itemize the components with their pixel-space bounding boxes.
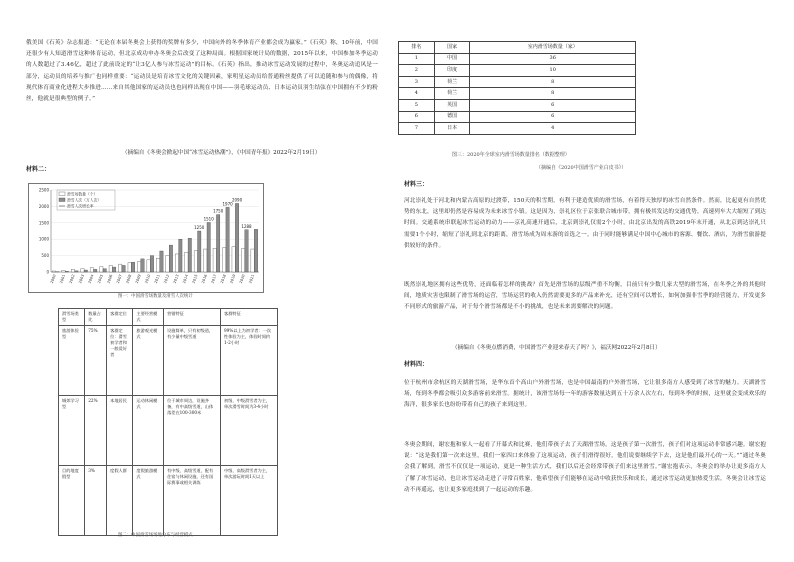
ranking-table-header-cell: 排名: [399, 42, 435, 54]
data-label: 1250: [194, 225, 205, 230]
bar-resorts: [62, 270, 65, 272]
resort-table-cell: 初级、中级滑雪者为主，单次滑雪时间为3-4小时: [221, 396, 278, 466]
x-tick-label: 2002: [68, 273, 76, 284]
data-label: 1510: [203, 216, 214, 222]
x-tick-label: 2020: [238, 273, 246, 284]
bar-visits: [198, 231, 201, 272]
legend-swatch: [59, 198, 65, 202]
table2-caption: 图二：中国滑雪场场地分布与经营模式: [118, 533, 193, 538]
ranking-table-cell: 英国: [434, 99, 470, 111]
x-tick-label: 2007: [115, 273, 123, 284]
ranking-table-row: [399, 99, 636, 111]
bar-resorts: [175, 254, 178, 272]
ranking-table-cell: 6: [470, 99, 636, 111]
bar-resorts: [52, 271, 55, 272]
x-tick-label: 2003: [78, 273, 86, 284]
resort-table-header-cell: 客群特征: [221, 309, 278, 326]
resort-table-cell: 旅游体验型: [59, 326, 85, 396]
ranking-table-cell: 荷兰: [434, 76, 470, 88]
source-note-1: （摘编自《冬奥会掀起中国“冰雪运动热潮”》，《中国青年报》2022年2月19日）: [122, 150, 321, 156]
resort-type-table: [58, 308, 278, 536]
material4-heading: 材料四：: [404, 361, 429, 368]
x-tick-label: 2010: [144, 273, 152, 284]
bar-resorts: [156, 258, 159, 272]
resort-table-cell: 旅游观光模式: [133, 326, 164, 396]
bar-visits: [141, 259, 144, 272]
resort-table-cell: 度假人群: [107, 466, 133, 536]
data-label: 1288: [241, 223, 252, 229]
ranking-table-header-cell: 国家: [434, 42, 470, 54]
bar-visits: [169, 245, 172, 272]
ranking-table-row: [399, 65, 636, 77]
ranking-table-cell: 荷兰: [434, 88, 470, 100]
legend-label: 滑雪场数量（个）: [67, 191, 98, 197]
resort-table-cell: 城郊学习型: [59, 396, 85, 466]
bar-resorts: [90, 268, 93, 272]
ranking-table-row: [399, 88, 636, 100]
bar-visits: [226, 207, 229, 272]
bar-visits: [112, 267, 115, 272]
resort-table-cell: 客群定位：滑雪初学者和一般爱好者: [107, 326, 133, 396]
x-tick-label: 2012: [163, 273, 171, 284]
bar-resorts: [81, 269, 84, 272]
ranking-table-row: [399, 53, 636, 65]
resort-table-cell: 有中级、高级雪道，配有住宿与休闲设施，还有国际赛事或相关训练: [164, 466, 221, 536]
y-tick-label: 2500: [38, 187, 49, 193]
ranking-table-cell: 8: [470, 88, 636, 100]
material1-paragraph: 俄美国《石英》杂志报道：“无论在本届冬奥会上获得的奖牌有多少，中国向外的冬季体育产业都会成为赢家。”《石英》称，10年前，中国还很少有人知道滑雪这种体育运动，但北京成功申办冬奥会后改变了这种局面。根据国家统计局的数据，2015年以来，中国参加冬季运动的人数超过了3.46亿，超过了此前设定的“让3亿人参与冰雪运动”的目标。《石英》指出，推动冰雪运动发展的过程中，冬奥运动追风是一部分，运动员的培养与推广也同样重要：“运动员是培育冰雪文化的关键因素，家明星运动员给普通粉丝提供了可以追随和参与的偶像，将现代体育商业化进程大步推进……来自其他国家的运动员也也同样出现在中国——羽毛球运动员、日本运动员羽生结弦在中国拥有不少的粉丝，他就是很典型的例子。”: [26, 40, 378, 103]
bar-resorts: [213, 248, 216, 272]
ranking-table-cell: 7: [399, 123, 435, 135]
resort-table-row: [59, 396, 278, 466]
bar-resorts: [71, 269, 74, 272]
x-tick-label: 2014: [182, 273, 190, 284]
bar-resorts: [166, 256, 169, 272]
x-tick-label: 2016: [201, 273, 208, 284]
y-tick-label: 500: [41, 253, 49, 259]
ranking-table-cell: 2: [399, 65, 435, 77]
ranking-table-row: [399, 76, 636, 88]
x-tick-label: 2013: [172, 273, 180, 284]
bar-resorts: [128, 263, 131, 272]
x-tick-label: 2006: [106, 273, 114, 284]
ranking-table-cell: 印度: [434, 65, 470, 77]
indoor-ski-ranking-table: [398, 41, 636, 135]
x-tick-label: 2017: [210, 273, 218, 284]
source-note-3: （摘编自《冬奥点燃消费，中国滑雪产业迎来春天了吗？》，福沃网2022年2月8日）: [452, 345, 661, 351]
x-tick-label: 2015: [191, 273, 199, 284]
bar-resorts: [232, 247, 235, 272]
resort-table-cell: 度假旅游模式: [133, 466, 164, 536]
resort-table-header-cell: 数量占比: [85, 309, 107, 326]
ranking-table-cell: 36: [470, 53, 636, 65]
bar-visits: [179, 239, 182, 272]
resort-table-cell: 运动休闲模式: [133, 396, 164, 466]
bar-resorts: [100, 267, 103, 272]
legend-label: 滑雪人次（万人次）: [67, 197, 102, 203]
bar-resorts: [147, 260, 150, 272]
ranking-table-row: [399, 111, 636, 123]
bar-visits: [94, 269, 97, 272]
table3-source: （摘编自《2020中国滑雪产业白皮书》）: [536, 165, 627, 171]
x-tick-label: 2004: [87, 273, 95, 284]
resort-table-cell: 目的地度假型: [59, 466, 85, 536]
ranking-table-row: [399, 123, 636, 135]
bar-resorts: [137, 262, 140, 272]
bar-resorts: [194, 251, 197, 272]
resort-table-cell: 99%以上为初学者：一次性体验为主，体验时间约1-2小时: [221, 326, 278, 396]
ski-chart-svg: [29, 184, 265, 294]
ranking-table-header-cell: 室内滑雪场数量（家）: [470, 42, 636, 54]
x-tick-label: 2019: [229, 273, 237, 284]
resort-table-header-cell: 滑雪场类型: [59, 309, 85, 326]
bar-visits: [150, 256, 153, 272]
resort-table-cell: 本地居民: [107, 396, 133, 466]
x-tick-label: 2001: [59, 273, 67, 284]
bar-visits: [235, 203, 238, 272]
x-tick-label: 2021: [248, 273, 256, 284]
resort-table-cell: 75%: [85, 326, 107, 396]
x-tick-label: 2009: [134, 273, 142, 284]
y-tick-label: 2000: [38, 203, 49, 209]
bar-visits: [75, 271, 78, 272]
ranking-table-cell: 8: [470, 76, 636, 88]
legend-swatch: [59, 192, 65, 196]
y-tick-label: 1000: [38, 236, 49, 242]
ranking-table-cell: 4: [399, 88, 435, 100]
data-label: 1970: [222, 201, 233, 207]
resort-table-header-cell: 营销特征: [164, 309, 221, 326]
resort-table-cell: 中级、高级滑雪者为主，单次游玩时间1天以上: [221, 466, 278, 536]
resort-table-row: [59, 466, 278, 536]
ranking-table-cell: 6: [399, 111, 435, 123]
material2-heading: 材料二：: [26, 166, 51, 173]
resort-table-header-cell: 客群定位: [107, 309, 133, 326]
legend-label: 滑雪人次增长率: [67, 203, 94, 209]
x-tick-label: 2000: [49, 273, 57, 284]
resort-table-cell: 22%: [85, 396, 107, 466]
resort-table-cell: 位于城市周边，设施齐备，有中高级雪道，山体落差在100-300米: [164, 396, 221, 466]
resort-table-row: [59, 326, 278, 396]
bar-visits: [188, 238, 191, 272]
data-label: 2090: [231, 197, 243, 203]
x-tick-label: 2018: [219, 273, 227, 284]
ranking-table-cell: 5: [399, 99, 435, 111]
y-tick-label: 0: [46, 269, 49, 275]
material3-heading: 材料三：: [404, 181, 429, 188]
material3-paragraph-1: 河北崇礼处于河北和内蒙古高原的过渡带，150天的积雪期，有利于建造优质的滑雪场，有着得天独厚的冰雪自然条件。然而，比起更有自然优势的东北，这里却仍然是容易成为未来冰雪小镇。这是因为，崇礼区位于京张联合城市带，拥有极其发达的交通优势，高速列车大大缩短了到达时间。交通系统串联起冰雪运动的动力——京礼高速开通后，北京到崇礼仅需2个小时，由北京出发的高铁2019年末开通，从北京到达崇礼只需要1个小时，缩短了崇礼到北京的距离，滑雪场成为周末游的首选之一。由于同时能够满足中国中心城市的客源、餐饮、酒店，为滑雪旅游提供较好的条件。: [404, 198, 766, 249]
resort-table-cell: 设施简单，只有初级道，有少量中级雪道: [164, 326, 221, 396]
bar-visits: [207, 222, 210, 272]
bar-visits: [65, 271, 68, 272]
material4-paragraph-2: 冬奥会期间，谢宏抱和家人一起看了开幕式和比赛，他们带孩子去了天湖滑雪场，这是孩子第一次滑雪，孩子们对这项运动非常感兴趣。谢宏抱说：“这是我们第一次来这里，我们一家四口来体验了这项运动，孩子们滑得很好，他们说要继续学下去，这是他们最开心的一天。”“通过冬奥会我了解到，滑雪不仅仅是一项运动，更是一种生活方式，我们以后还会经常带孩子们来这里滑雪。”谢宏抱表示，冬奥会的举办让更多南方人了解了冰雪运动，也让冰雪运动走进了寻常百姓家，他希望孩子们能够在运动中收获快乐和成长，通过冰雪运动更加热爱生活。冬奥会让冰雪运动不再遥远，也让更多家庭找到了一起运动的乐趣。: [404, 442, 766, 493]
bar-visits: [103, 269, 106, 272]
data-label: 1750: [213, 208, 224, 214]
bar-visits: [245, 230, 248, 272]
ranking-table-cell: 中国: [434, 53, 470, 65]
bar-resorts: [185, 252, 188, 272]
x-tick-label: 2008: [125, 273, 133, 284]
bar-visits: [131, 262, 134, 272]
table3-caption: 图三：2020年全球室内滑雪场数量排名（数据整理）: [452, 152, 570, 158]
bar-visits: [122, 265, 125, 272]
ranking-table-cell: 6: [470, 111, 636, 123]
bar-visits: [216, 215, 219, 272]
bar-resorts: [241, 249, 244, 272]
y-tick-label: 1500: [38, 220, 49, 226]
bar-resorts: [109, 265, 112, 272]
bar-resorts: [223, 248, 226, 272]
chart-caption: 图一：中国滑雪场数量及滑雪人次统计: [118, 294, 193, 299]
resort-table-cell: 3%: [85, 466, 107, 536]
ranking-table-cell: 3: [399, 76, 435, 88]
bar-resorts: [119, 264, 122, 272]
bar-visits: [160, 251, 163, 272]
material3-paragraph-2: 既然崇礼地区拥有这些优势，还面临着怎样的挑战？首先是滑雪场的层级严重不均衡，目前只有少数几家大型的滑雪场，在冬季之外的其他时间，地质灾害也限制了滑雪场的运营，雪场运营的收入仍然需要更多的产品来补充，还有空间可以增长，如何加强非雪季的经营能力，开发更多不同形式的旅游产品，对于每个滑雪场都是不小的挑战，也是未来需要解决的问题。: [404, 282, 766, 311]
material4-paragraph-1: 位于杭州市余杭区的天湖滑雪场，是华东首个高山户外滑雪场，也是中国最南的户外滑雪场，它让很多南方人感受到了冰雪的魅力。天湖滑雪场，每到冬季都会吸引众多游客前来滑雪。据统计，该滑雪场每一年的游客数量达到五十万余人次左右，每到冬季的时候，这里就会变成欢乐的海洋，很多家长也纷纷带着自己的孩子来到这里。: [404, 380, 766, 409]
bar-visits: [254, 229, 257, 272]
x-tick-label: 2011: [153, 273, 161, 284]
ranking-table-cell: 德国: [434, 111, 470, 123]
ranking-table-cell: 1: [399, 53, 435, 65]
x-tick-label: 2005: [97, 273, 104, 284]
ranking-table-cell: 日本: [434, 123, 470, 135]
ranking-table-cell: 10: [470, 65, 636, 77]
resort-table-header-cell: 主要经营模式: [133, 309, 164, 326]
bar-resorts: [251, 249, 254, 272]
ski-chart: [28, 183, 264, 293]
bar-resorts: [204, 249, 207, 272]
bar-visits: [84, 270, 87, 272]
ranking-table-cell: 4: [470, 123, 636, 135]
